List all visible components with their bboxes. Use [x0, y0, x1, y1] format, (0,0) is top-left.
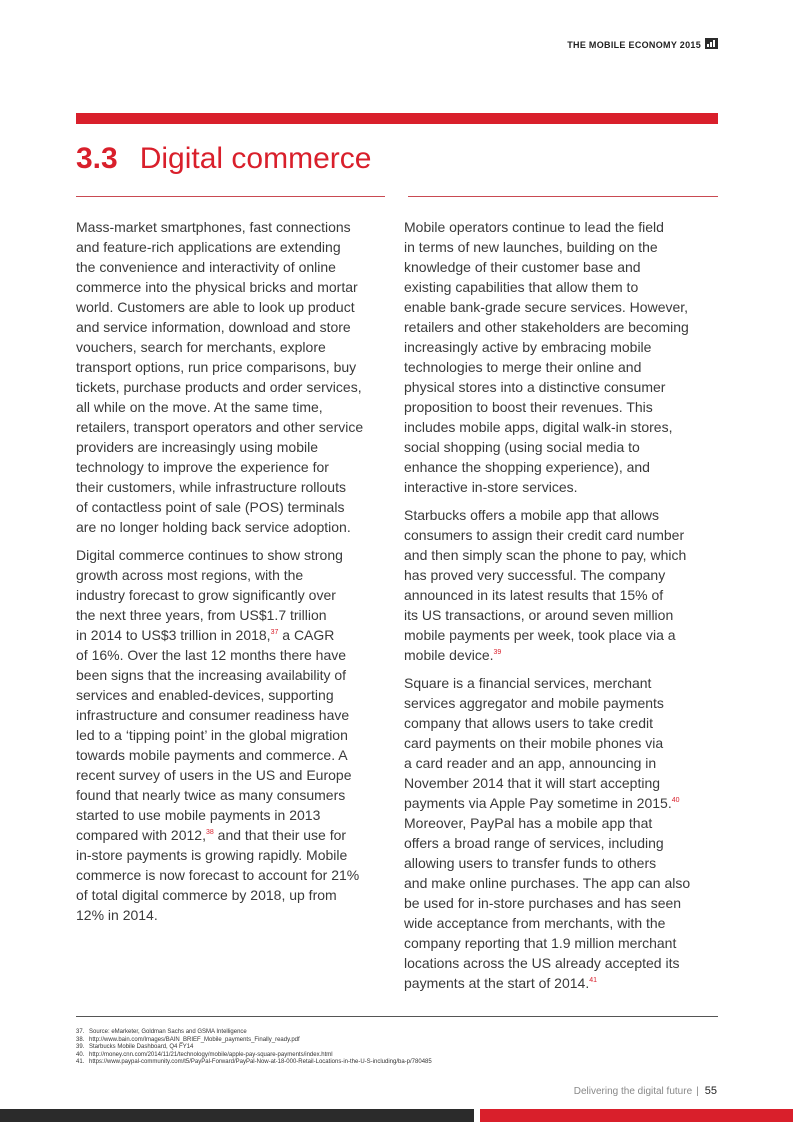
- text-line: knowledge of their customer base and: [404, 259, 641, 275]
- text-line: providers are increasingly using mobile: [76, 439, 319, 455]
- text-line: has proved very successful. The company: [404, 567, 666, 583]
- text-line: social shopping (using social media to: [404, 439, 640, 455]
- text-line: includes mobile apps, digital walk-in stores,: [404, 419, 673, 435]
- text-line: be used for in-store purchases and has seen: [404, 895, 682, 911]
- text-line: retailers, transport operators and other service: [76, 419, 364, 435]
- text-line: started to use mobile payments in 2013: [76, 807, 321, 823]
- text-line: enhance the shopping experience), and: [404, 459, 650, 475]
- text-line: led to a ‘tipping point’ in the global migration: [76, 727, 348, 743]
- footnote-divider: [76, 1016, 718, 1017]
- text-line: the convenience and interactivity of online: [76, 259, 336, 275]
- text-line: and service information, download and store: [76, 319, 351, 335]
- paragraph-growth: [76, 545, 392, 925]
- text-line: consumers to assign their credit card number: [404, 527, 685, 543]
- text-line: recent survey of users in the US and Europe: [76, 767, 352, 783]
- text-line: physical stores into a distinctive consumer: [404, 379, 666, 395]
- running-header-title: THE MOBILE ECONOMY 2015: [567, 40, 701, 50]
- footnote-text[interactable]: Source: eMarketer, Goldman Sachs and GSMA Intelligence: [89, 1029, 247, 1035]
- text-line: Square is a financial services, merchant: [404, 675, 652, 691]
- text-line: Mobile operators continue to lead the field: [404, 219, 664, 235]
- text-line: announced in its latest results that 15% of: [404, 587, 664, 603]
- heading-rule-left: [76, 196, 385, 197]
- text-line: in 2014 to US$3 trillion in 2018,37 a CAGR: [76, 627, 335, 643]
- paragraph-operators: [404, 217, 720, 497]
- text-line: and make online purchases. The app can also: [404, 875, 691, 891]
- right-column: [404, 217, 720, 1001]
- footnote-text[interactable]: https://www.paypal-community.com/t5/PayPal-Forward/PayPal-Now-at-18-000-Retail-Locations-in-the-U-S-including/ba-p/780485: [89, 1059, 432, 1066]
- text-line: commerce into the physical bricks and mortar: [76, 279, 358, 295]
- text-line: services aggregator and mobile payments: [404, 695, 664, 711]
- text-line: world. Customers are able to look up product: [76, 299, 355, 315]
- footer-separator: |: [696, 1086, 699, 1097]
- text-line: found that nearly twice as many consumers: [76, 787, 346, 803]
- footnote-ref-41[interactable]: 41: [589, 977, 598, 984]
- text-line: services and enabled-devices, supporting: [76, 687, 334, 703]
- footnote-text[interactable]: http://www.bain.com/Images/BAIN_BRIEF_Mobile_payments_Finally_ready.pdf: [89, 1036, 300, 1043]
- text-line: compared with 2012,38 and that their use for: [76, 827, 347, 843]
- text-line: technology to improve the experience for: [76, 459, 329, 475]
- text-line: wide acceptance from merchants, with the: [404, 915, 666, 931]
- footnote-ref-40[interactable]: 40: [671, 797, 680, 804]
- text-line: vouchers, search for merchants, explore: [76, 339, 326, 355]
- text-line: towards mobile payments and commerce. A: [76, 747, 348, 763]
- text-line: interactive in-store services.: [404, 479, 578, 495]
- text-line: Moreover, PayPal has a mobile app that: [404, 815, 653, 831]
- heading-rule-right: [408, 196, 718, 197]
- footnote-item: [76, 1044, 718, 1052]
- footnote-number: 39.: [76, 1044, 85, 1051]
- text-line: Starbucks offers a mobile app that allows: [404, 507, 659, 523]
- text-line: of contactless point of sale (POS) terminals: [76, 499, 345, 515]
- gsma-logo-icon: [705, 38, 718, 49]
- text-line: a card reader and an app, announcing in: [404, 755, 657, 771]
- text-line: tickets, purchase products and order services,: [76, 379, 362, 395]
- footnote-text[interactable]: http://money.cnn.com/2014/11/21/technology/mobile/apple-pay-square-payments/index.html: [89, 1051, 333, 1058]
- text-line: the next three years, from US$1.7 trillion: [76, 607, 327, 623]
- text-line: increasingly active by embracing mobile: [404, 339, 652, 355]
- footnote-number: 37.: [76, 1029, 85, 1035]
- text-line: card payments on their mobile phones via: [404, 735, 664, 751]
- text-line: mobile payments per week, took place via a: [404, 627, 676, 643]
- text-line: existing capabilities that allow them to: [404, 279, 639, 295]
- text-line: and then simply scan the phone to pay, which: [404, 547, 687, 563]
- text-line: are no longer holding back service adoption.: [76, 519, 351, 535]
- footer-bar-red: [480, 1109, 793, 1122]
- text-line: its US transactions, or around seven million: [404, 607, 674, 623]
- text-line: commerce is now forecast to account for 21%: [76, 867, 360, 883]
- footnote-ref-37[interactable]: 37: [270, 629, 279, 636]
- text-line: allowing users to transfer funds to others: [404, 855, 657, 871]
- footer-bar-dark: [0, 1109, 474, 1122]
- text-line: company reporting that 1.9 million merchant: [404, 935, 677, 951]
- text-line: of 16%. Over the last 12 months there have: [76, 647, 347, 663]
- text-line: growth across most regions, with the: [76, 567, 304, 583]
- footnote-item: [76, 1059, 718, 1067]
- text-line: Mass-market smartphones, fast connections: [76, 219, 351, 235]
- text-line: payments at the start of 2014.41: [404, 975, 598, 991]
- text-line: all while on the move. At the same time,: [76, 399, 323, 415]
- text-line: industry forecast to grow significantly over: [76, 587, 336, 603]
- text-line: and feature-rich applications are extending: [76, 239, 341, 255]
- text-line: transport options, run price comparisons, buy: [76, 359, 357, 375]
- paragraph-square-paypal: [404, 673, 720, 993]
- text-line: of total digital commerce by 2018, up from: [76, 887, 337, 903]
- text-line: infrastructure and consumer readiness have: [76, 707, 350, 723]
- footnotes: [76, 1029, 718, 1067]
- text-line: Digital commerce continues to show strong: [76, 547, 343, 563]
- text-line: in terms of new launches, building on the: [404, 239, 658, 255]
- text-line: enable bank-grade secure services. However,: [404, 299, 689, 315]
- text-line: been signs that the increasing availability of: [76, 667, 347, 683]
- footnote-ref-38[interactable]: 38: [205, 829, 214, 836]
- footnote-ref-39[interactable]: 39: [493, 649, 502, 656]
- text-line: payments via Apple Pay sometime in 2015.40: [404, 795, 680, 811]
- footer-tagline: Delivering the digital future: [573, 1086, 693, 1097]
- left-column: [76, 217, 392, 933]
- footnote-number: 40.: [76, 1051, 85, 1058]
- text-line: proposition to boost their revenues. This: [404, 399, 653, 415]
- text-line: their customers, while infrastructure rollouts: [76, 479, 346, 495]
- text-line: technologies to merge their online and: [404, 359, 642, 375]
- text-line: offers a broad range of services, including: [404, 835, 664, 851]
- section-title: Digital commerce: [139, 142, 372, 175]
- text-line: 12% in 2014.: [76, 907, 158, 923]
- footnote-number: 38.: [76, 1036, 85, 1043]
- paragraph-starbucks: [404, 505, 720, 665]
- header-red-band: [76, 113, 718, 124]
- footnote-item: [76, 1052, 718, 1060]
- page-footer: [574, 1085, 717, 1097]
- footnote-text[interactable]: Starbucks Mobile Dashboard, Q4 FY14: [89, 1044, 194, 1051]
- section-number: 3.3: [76, 142, 118, 175]
- footnote-number: 41.: [76, 1059, 85, 1066]
- text-line: mobile device.$^{39}$: [404, 647, 502, 663]
- paragraph-intro: [76, 217, 392, 537]
- text-line: in-store payments is growing rapidly. Mobile: [76, 847, 348, 863]
- text-line: retailers and other stakeholders are becoming: [404, 319, 689, 335]
- text-line: November 2014 that it will start accepting: [404, 775, 661, 791]
- footnote-item: [76, 1037, 718, 1045]
- page-number: 55: [704, 1085, 717, 1097]
- text-line: locations across the US already accepted its: [404, 955, 680, 971]
- footnote-item: [76, 1029, 718, 1037]
- section-heading: [76, 142, 371, 176]
- text-line: company that allows users to take credit: [404, 715, 654, 731]
